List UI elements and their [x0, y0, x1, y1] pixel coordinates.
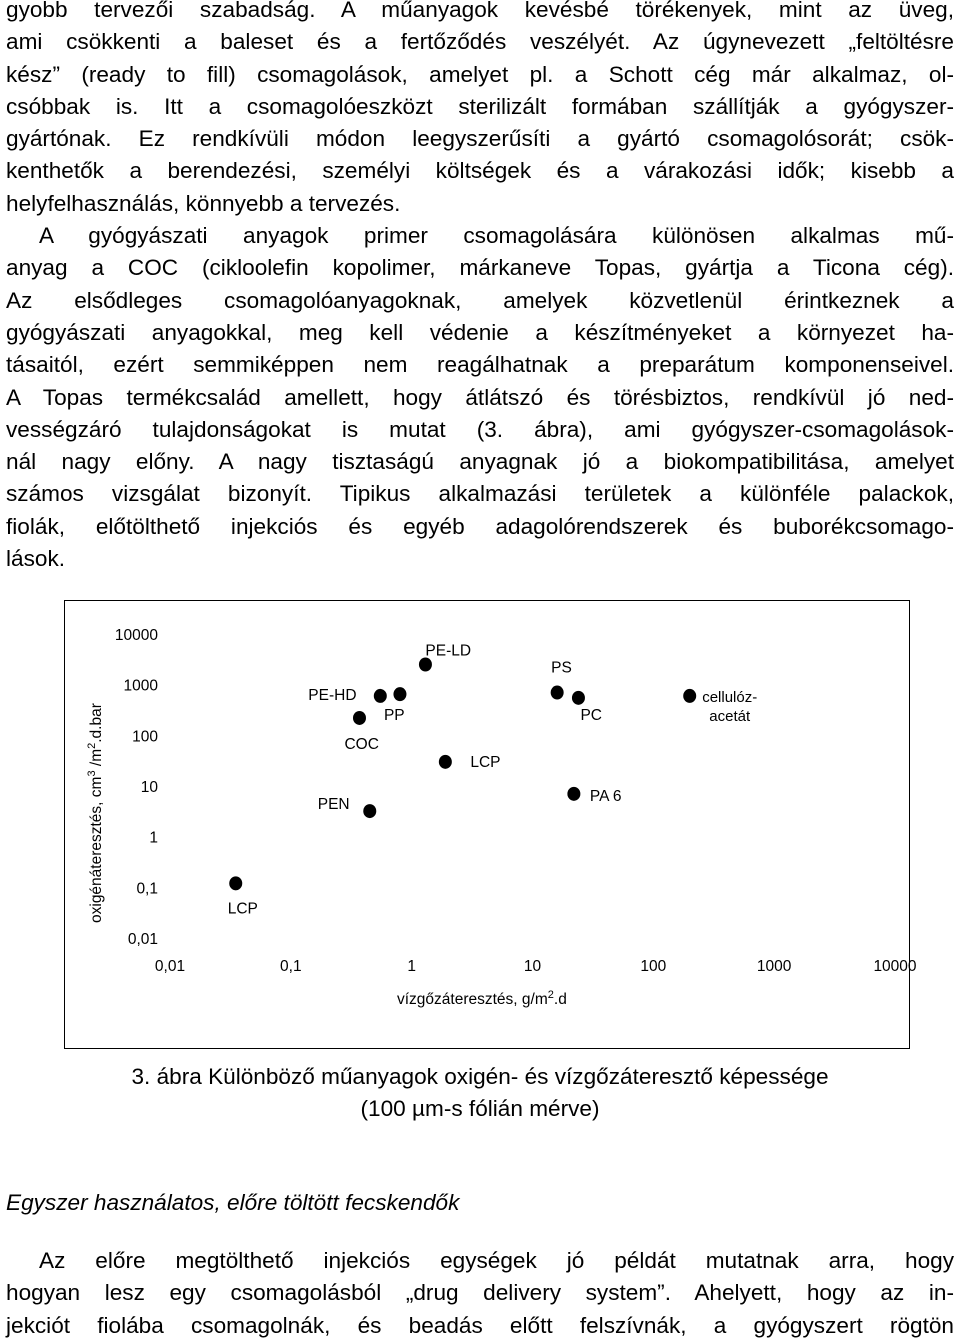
data-point-ps: [551, 686, 564, 700]
data-label: PA 6: [589, 787, 622, 805]
x-tick-label: 0,1: [280, 958, 302, 975]
text-line: csóbbak is. Itt a csomagolóeszközt sterilizált formában szállítják a gyógyszer-: [6, 93, 954, 119]
text-line: A gyógyászati anyagok primer csomagolására különösen alkalmas mű-: [39, 223, 954, 249]
caption-line-2: (100 µm-s fólián mérve): [360, 1096, 600, 1121]
text-line: lások.: [6, 546, 66, 572]
data-point-pe-ld: [419, 658, 432, 672]
data-label: PE-HD: [308, 686, 357, 704]
text-line: kenthetők a berendezési, személyi költségek és a várakozási idők; kisebb a: [6, 158, 954, 184]
x-tick-label: 0,01: [154, 958, 186, 975]
text-line: hogyan lesz egy csomagolásból „drug delivery system”. Ahelyett, hogy az in-: [6, 1280, 954, 1306]
data-point-lcp: [439, 755, 452, 769]
figure-caption: [0, 1061, 960, 1125]
y-axis-title: oxigénáteresztés, $cm^3$ $/m^2.d.bar$: [86, 703, 105, 923]
x-tick-label: 1000: [756, 958, 792, 975]
caption-line-1: 3. ábra Különböző műanyagok oxigén- és vízgőzáteresztő képessége: [131, 1064, 829, 1089]
y-tick-label: 0,1: [136, 880, 158, 898]
text-line: gyártónak. Ez rendkívüli módon leegyszerűsíti a gyártó csomagolósorát; csök-: [6, 126, 954, 152]
text-line: vességzáró tulajdonságokat is mutat (3. ábra), ami gyógyszer-csomagolások-: [6, 416, 954, 442]
data-point-cellul-z-acet-t: [683, 689, 696, 703]
scatter-chart: [65, 601, 917, 1050]
data-point-pc: [572, 691, 585, 705]
data-label-line-2: acetát: [709, 707, 751, 725]
y-tick-label: 0,01: [127, 931, 158, 948]
text-line: Az elsődleges csomagolóanyagoknak, amelyek közvetlenül érintkeznek a: [6, 287, 954, 313]
text-line: jekciót fiolába csomagolnák, és beadás előtt felszívnák, a gyógyszert rögtön: [6, 1312, 954, 1338]
data-point-pa-6: [567, 787, 580, 801]
text-line: ami csökkenti a baleset és a fertőződés veszélyét. Az úgynevezett „feltöltésre: [6, 29, 954, 55]
x-tick-label: 10: [523, 958, 542, 975]
body-paragraph-1: [6, 0, 954, 575]
x-tick-label: 1: [407, 958, 416, 975]
data-label: COC: [344, 735, 379, 753]
text-line: számos vizsgálat bizonyít. Tipikus alkalmazási területek a különféle palackok,: [6, 481, 954, 507]
data-point-coc: [353, 711, 366, 725]
data-label: PS: [551, 659, 572, 677]
text-line: A Topas termékcsalád amellett, hogy átlátszó és törésbiztos, rendkívül jó ned-: [6, 384, 954, 410]
data-label: LCP: [227, 900, 258, 918]
data-label: PEN: [317, 796, 350, 814]
data-point-pe-hd: [374, 689, 387, 703]
data-point-lcp: [229, 876, 242, 890]
x-axis-title: vízgőzáteresztés, $g/m^2.d$: [397, 989, 567, 1008]
y-tick-label: 1000: [123, 677, 158, 695]
data-label: PE-LD: [425, 642, 472, 660]
data-label-line-1: cellulóz-: [702, 688, 758, 706]
data-label: LCP: [470, 753, 501, 771]
text-line: nál nagy előny. A nagy tisztaságú anyagnak jó a biokompatibilitása, amelyet: [6, 449, 954, 475]
text-line: kész” (ready to fill) csomagolások, amelyet pl. a Schott cég már alkalmaz, ol-: [6, 61, 954, 87]
text-line: Az előre megtölthető injekciós egységek jó példát mutatnak arra, hogy: [39, 1248, 954, 1273]
text-line: tásaitól, ezért semmiképpen nem reagálhatnak a preparátum komponenseivel.: [6, 352, 954, 378]
data-label: PP: [383, 707, 405, 725]
data-point-pen: [363, 804, 376, 818]
y-tick-label: 10: [140, 779, 158, 796]
data-point-pp: [393, 687, 406, 701]
data-label: PC: [580, 706, 602, 724]
y-tick-label: 1: [149, 829, 158, 847]
x-tick-label: 100: [640, 958, 667, 975]
section-heading: Egyszer használatos, előre töltött fecskendők: [6, 1190, 460, 1215]
body-paragraph-2: [6, 1245, 954, 1342]
x-tick-label: 10000: [873, 958, 917, 975]
text-line: helyfelhasználás, könnyebb a tervezés.: [6, 190, 401, 216]
y-tick-label: 100: [132, 728, 158, 746]
text-line: gyógyászati anyagokkal, meg kell védenie a készítményeket a környezet ha-: [6, 319, 954, 345]
text-line: fiolák, előtölthető injekciós és egyéb adagolórendszerek és buborékcsomago-: [6, 513, 954, 539]
figure-3-chart: [64, 600, 917, 1049]
text-line: anyag a COC (cikloolefin kopolimer, márkaneve Topas, gyártja a Ticona cég).: [6, 255, 954, 281]
y-tick-label: 10000: [114, 627, 158, 644]
text-line: gyobb tervezői szabadság. A műanyagok kevésbé törékenyek, mint az üveg,: [6, 0, 954, 22]
